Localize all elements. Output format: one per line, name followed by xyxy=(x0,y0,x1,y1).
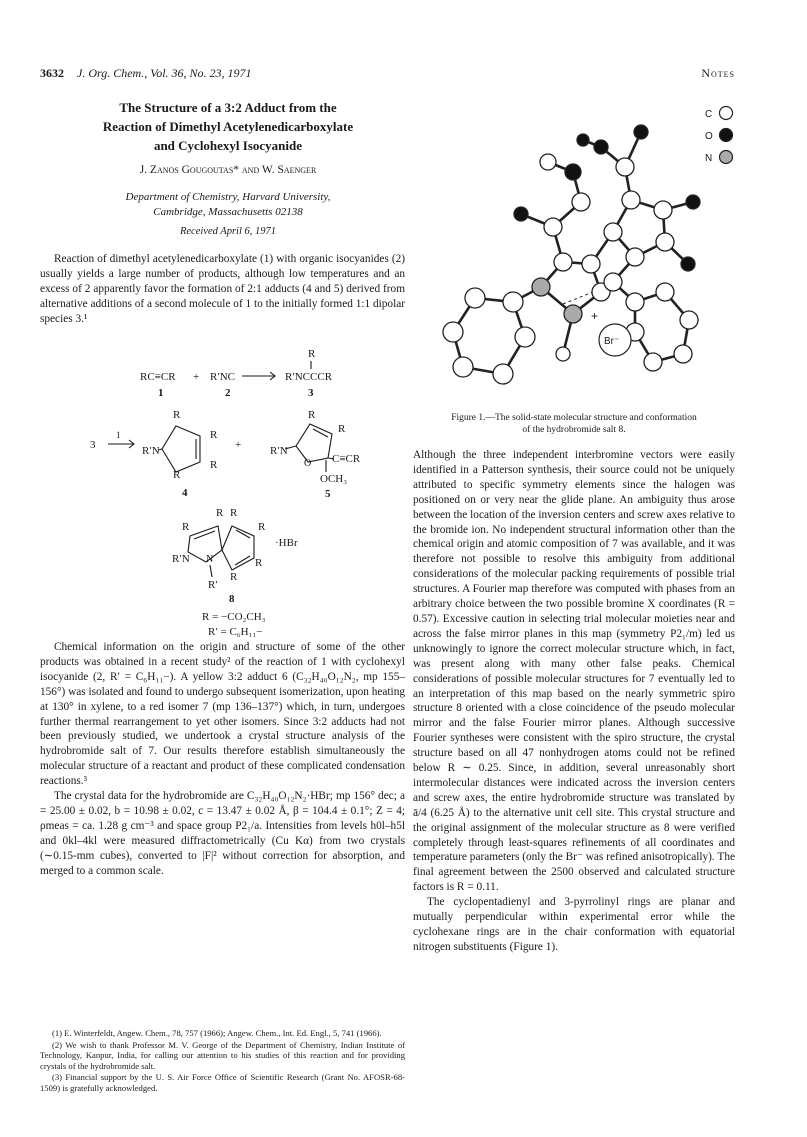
atom-label: R xyxy=(230,571,238,583)
oxygen-atom xyxy=(681,257,695,271)
oxygen-atom xyxy=(634,125,648,139)
authors: J. Zanos Gougoutas* and W. Saenger xyxy=(139,164,317,176)
hbr-label: ·HBr xyxy=(275,537,298,549)
oxygen-atom xyxy=(686,195,700,209)
caption-line: Figure 1.—The solid-state molecular structure and conformation xyxy=(451,413,697,423)
compound-number: 4 xyxy=(182,487,188,499)
affiliation xyxy=(48,190,408,220)
carbon-atom xyxy=(656,233,674,251)
atom-label: R′N xyxy=(270,445,288,457)
carbon-atom xyxy=(626,293,644,311)
scheme-plus: + xyxy=(235,439,242,451)
carbon-atom xyxy=(453,357,473,377)
carbon-atom xyxy=(644,353,662,371)
footnote: (1) E. Winterfeldt, Angew. Chem., 78, 757 (1966); Angew. Chem., Int. Ed. Engl., 5, 741 (1966). xyxy=(52,1028,382,1038)
intro-paragraph-block xyxy=(40,252,405,327)
carbon-atom xyxy=(443,322,463,342)
carbon-atom xyxy=(582,255,600,273)
section-heading: Notes xyxy=(701,66,735,80)
body-block-left xyxy=(40,640,405,879)
footnote: (2) We wish to thank Professor M. V. George of the Department of Chemistry, Indian Institute of Technology, Kanpur, India, for calling our attention to his studies of this reaction and for providing crystals of the hydrobromide salt. xyxy=(40,1039,405,1071)
atom-label: R xyxy=(173,409,181,421)
carbon-atom xyxy=(515,327,535,347)
scheme-reactant-3: 3 xyxy=(90,439,96,451)
carbon-atom xyxy=(604,273,622,291)
article-title xyxy=(48,98,408,155)
arrow-label: 1 xyxy=(116,430,121,440)
definition-rprime: R′ = C₆H₁₁− xyxy=(208,626,263,638)
atom-label: R xyxy=(255,557,263,569)
title-line: The Structure of a 3:2 Adduct from the xyxy=(119,100,337,115)
body-paragraph: The crystal data for the hydrobromide are C₃₂H₄₀O₁₂N₂·HBr; mp 156° dec; a = 25.00 ± 0.02, b = 10.98 ± 0.02, c = 13.47 ± 0.02 Å, β = 104.4 ± 0.1°; Z = 4; ρmeas = ca. 1.28 g cm⁻³ and space group P2₁/a. Intensities from levels h0l–h5l and 0kl–4kl were measured diffractometrically (Cu Kα) from two crystals (∼0.15-mm cubes), converted to |F|² without correction for absorption, and merged to a common scale. xyxy=(40,790,405,877)
compound-number: 8 xyxy=(229,593,235,605)
oxygen-atom xyxy=(594,140,608,154)
reaction-scheme xyxy=(70,350,400,640)
oxygen-atom xyxy=(565,164,581,180)
bond xyxy=(210,565,212,577)
carbon-atom xyxy=(674,345,692,363)
scheme-reactant-1: RC≡CR xyxy=(140,371,176,383)
definition-r: R = −CO₂CH₃ xyxy=(202,611,266,623)
title-line: Reaction of Dimethyl Acetylenedicarboxylate xyxy=(102,119,354,134)
carbon-atom xyxy=(540,154,556,170)
compound-number: 2 xyxy=(225,387,231,399)
legend-carbon-label: C xyxy=(705,109,713,120)
carbon-atom xyxy=(656,283,674,301)
footnote: (3) Financial support by the U. S. Air Force Office of Scientific Research (Grant No. AFOSR-68-1509) is gratefully acknowledged. xyxy=(40,1072,405,1093)
scheme-product-3: R′NCCCR xyxy=(285,371,333,383)
body-paragraph: Although the three independent interbromine vectors were easily identified in a Patterson synthesis, their source could not be uniquely attributed to specific symmetry elements since the halogen was positioned on or very near the glide plane. An ambiguity thus arose between the location of the inversion centers and screw axes relative to the bromide ion. No independent structural information other than the chemical origin and atomic composition of 7 was available, and it was therefore not possible to resolve this ambiguity from additional considerations of the molecular packing requirements of possible trial structures. A Fourier map therefore was computed with phases from an arbitrary choice between the two possible bromine X coordinates (R = 0.57). Excessive caution in selecting trial molecular moieties near and across the false mirror planes in this map (symmetry P2₁/m) led us unknowingly to ignore the correct molecular structure which, in fact, was present along with many other false peaks. Chemical considerations of possible molecular structures for 7 eventually led to an interpretation of this map based on the nearly symmetric spiro structure 8 oriented with a close coincidence of the pseudo molecular mirror and the false Fourier mirror planes. Although successive Fourier syntheses were consistent with the spiro structure, the crystal structure based on all 47 nonhydrogen atoms could not be refined below R ∼ 0.25. Since, in addition, several unreasonably short intermolecular distances were indicated across the inversion centers and screw axes, the entire hydrobromide structure was translated by ā/4 (6.25 Å) to the alternative unit cell site. This crystal structure and the original assignment of the molecular structure as 8 were verified completely through least-squares refinements of all coordinates and temperature parameters (only the Br⁻ was refined anisotropically). The final agreement between the 2500 observed and calculated structure factors is R = 0.11. xyxy=(413,449,735,894)
compound-number: 5 xyxy=(325,488,331,500)
figure-caption xyxy=(413,412,735,436)
atom-label: R xyxy=(210,429,218,441)
atom-label: R xyxy=(210,459,218,471)
carbon-atom xyxy=(493,364,513,384)
caption-line: of the hydrobromide salt 8. xyxy=(522,425,626,435)
carbon-atom xyxy=(556,347,570,361)
atom-label: R′ xyxy=(208,579,218,591)
atom-label: R xyxy=(182,521,190,533)
legend-oxygen-icon xyxy=(720,129,733,142)
carbon-atom xyxy=(622,191,640,209)
legend-nitrogen-label: N xyxy=(705,153,713,164)
atom-label: R′N xyxy=(142,445,160,457)
carbon-atom xyxy=(604,223,622,241)
double-bond xyxy=(313,429,328,437)
carbon-atom xyxy=(544,218,562,236)
body-paragraph: The cyclopentadienyl and 3-pyrrolinyl rings are planar and mutually perpendicular within experimental error while the cyclohexane rings are in the chair conformation with equatorial nitrogen substituents (Figure 1). xyxy=(413,896,735,953)
nitrogen-atom xyxy=(564,305,582,323)
atom-label: R′N xyxy=(172,553,190,565)
atom-label: N xyxy=(206,554,214,565)
body-paragraph: Reaction of dimethyl acetylenedicarboxylate (1) with organic isocyanides (2) usually yields a large number of products, although low temperatures and an excess of 2 apparently favor the formation of 2:1 adducts (4 and 5) derived from alternative additions of a second molecule of 1 to the initially formed 1:1 dipolar species 3.¹ xyxy=(40,253,405,325)
body-paragraph: Chemical information on the origin and structure of some of the other products was obtained in a recent study² of the reaction of 1 with cyclohexyl isocyanide (2, R′ = C₆H₁₁−). A yellow 3:2 adduct 6 (C₃₂H₄₀O₁₂N₂, mp 155–156°) was isolated and found to undergo subsequent isomerization, upon heating at 130° in xylene, to a red isomer 7 (mp 136–137°) which, in turn, undergoes further thermal rearrangement to yet other isomers. Since 3:2 adducts had not been previously studied, we undertook a crystal structure analysis of the hydrobromide salt of 7. Our results therefore establish simultaneously the molecular structure of a reactant and product of these complicated condensation reactions.³ xyxy=(40,641,405,788)
atom-label: R xyxy=(338,423,346,435)
received-date: Received April 6, 1971 xyxy=(179,226,277,237)
legend-nitrogen-icon xyxy=(720,151,733,164)
legend-oxygen-label: O xyxy=(705,131,713,142)
cyclopentadiene-ring xyxy=(162,426,200,472)
atom-legend xyxy=(705,107,733,165)
cation-charge-label: + xyxy=(591,309,599,323)
atom-label: R xyxy=(216,507,224,519)
atom-label: R xyxy=(173,469,181,481)
running-head xyxy=(40,66,252,81)
affiliation-line: Department of Chemistry, Harvard University, xyxy=(125,191,331,203)
pyrroline-ring xyxy=(188,526,222,562)
compound-number: 1 xyxy=(158,387,164,399)
legend-carbon-icon xyxy=(720,107,733,120)
bromide-label: Br⁻ xyxy=(604,336,620,347)
carbon-atom xyxy=(654,201,672,219)
scheme-plus: + xyxy=(193,371,200,383)
compound-number: 3 xyxy=(308,387,314,399)
atom-label: O xyxy=(304,458,312,469)
carbon-atom xyxy=(503,292,523,312)
oxygen-atom xyxy=(577,134,589,146)
affiliation-line: Cambridge, Massachusetts 02138 xyxy=(153,206,303,218)
scheme-product-3-substituent: R xyxy=(308,350,316,360)
carbon-atom xyxy=(616,158,634,176)
carbon-atom xyxy=(572,193,590,211)
carbon-atom xyxy=(626,248,644,266)
molecular-structure-figure xyxy=(413,92,743,402)
carbon-atom xyxy=(554,253,572,271)
carbon-atom xyxy=(680,311,698,329)
scheme-reactant-2: R′NC xyxy=(210,371,236,383)
atom-label: R xyxy=(230,507,238,519)
body-block-right xyxy=(413,448,735,955)
atom-label: OCH₃ xyxy=(320,473,348,485)
double-bond xyxy=(194,531,215,539)
page-number: 3632 xyxy=(40,66,64,80)
oxygen-atom xyxy=(514,207,528,221)
journal-citation: J. Org. Chem., Vol. 36, No. 23, 1971 xyxy=(77,66,252,80)
atom-label: R xyxy=(308,409,316,421)
atom-label: R xyxy=(258,521,266,533)
footnotes xyxy=(40,1028,405,1094)
carbon-atom xyxy=(465,288,485,308)
atom-label: C≡CR xyxy=(332,453,361,465)
title-line: and Cyclohexyl Isocyanide xyxy=(153,138,303,153)
nitrogen-atom xyxy=(532,278,550,296)
